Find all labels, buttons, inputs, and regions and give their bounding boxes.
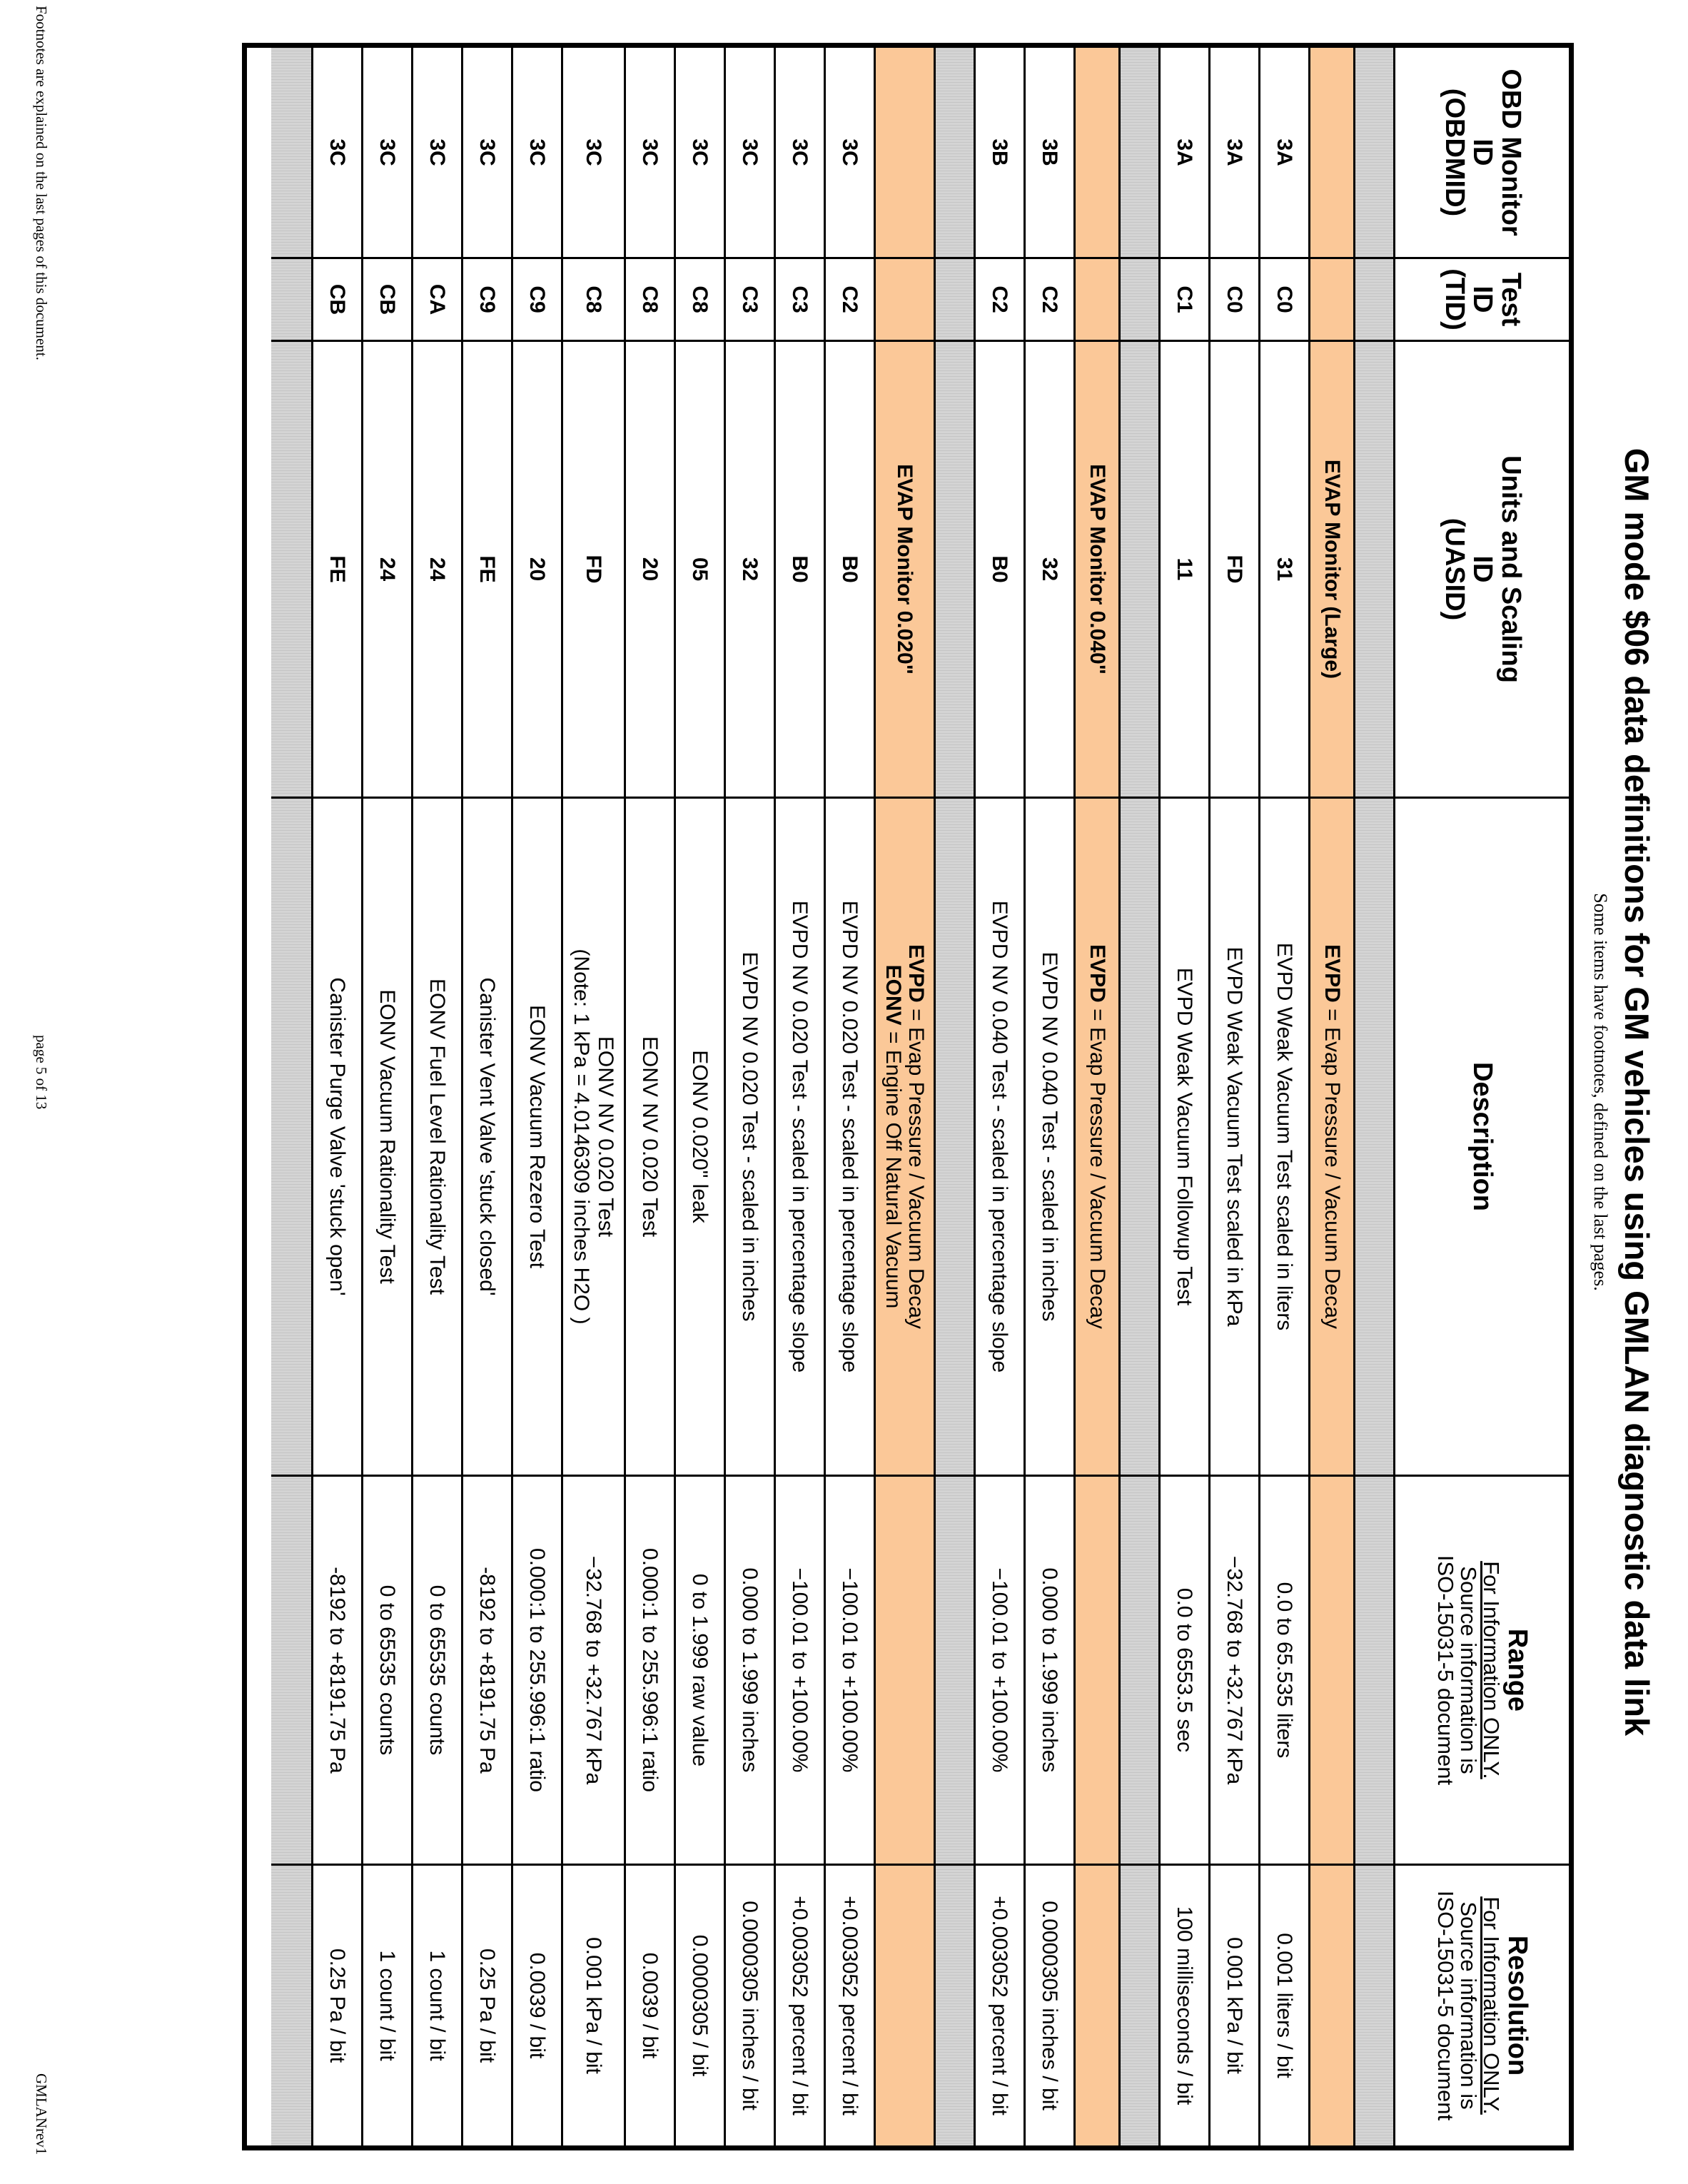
separator-row [934, 48, 974, 2145]
section-name: EVAP Monitor 0.020" [876, 342, 934, 799]
section-name: EVAP Monitor 0.040" [1076, 342, 1118, 799]
separator-row [271, 48, 311, 2145]
section-header-evap-020 [874, 48, 934, 2145]
page-subtitle: Some items have footnotes, defined on the last pages. [1590, 893, 1611, 1291]
header-obdmid: OBD Monitor ID (OBDMID) [1395, 48, 1569, 259]
document-revision: GMLANrev1 [33, 2073, 50, 2155]
separator-row [1118, 48, 1158, 2145]
table-row: 3A C0 FD EVPD Weak Vacuum Test scaled in kPa −32.768 to +32.767 kPa 0.001 kPa / bit [1208, 48, 1258, 2145]
table-row: 3C C3 B0 EVPD NV 0.020 Test - scaled in percentage slope −100.01 to +100.00% +0.003052 percent / bit [774, 48, 824, 2145]
page-title: GM mode $06 data definitions for GM vehicles using GMLAN diagnostic data link [1618, 448, 1656, 1736]
section-definition: EVPD = Evap Pressure / Vacuum Decay [1310, 799, 1353, 1477]
section-definition: EVPD = Evap Pressure / Vacuum Decay [1076, 799, 1118, 1477]
header-tid: Test ID (TID) [1395, 259, 1569, 342]
table-row: 3C CA 24 EONV Fuel Level Rationality Test 0 to 65535 counts 1 count / bit [411, 48, 461, 2145]
header-description: Description [1395, 799, 1569, 1477]
footer-note: Footnotes are explained on the last pages of this document. [33, 6, 50, 360]
header-range: Range For Information ONLY. Source information is ISO-15031-5 document [1395, 1477, 1569, 1866]
section-header-evap-040 [1073, 48, 1118, 2145]
table-row: 3C CB FE Canister Purge Valve 'stuck open' -8192 to +8191.75 Pa 0.25 Pa / bit [311, 48, 361, 2145]
section-header-evap-large [1308, 48, 1353, 2145]
header-uasid: Units and Scaling ID (UASID) [1395, 342, 1569, 799]
table-row: 3C C3 32 EVPD NV 0.020 Test - scaled in inches 0.000 to 1.999 inches 0.0000305 inches / bit [724, 48, 774, 2145]
section-name: EVAP Monitor (Large) [1310, 342, 1353, 799]
separator-row [1353, 48, 1393, 2145]
table-row: 3B C2 32 EVPD NV 0.040 Test - scaled in inches 0.000 to 1.999 inches 0.0000305 inches / bit [1024, 48, 1073, 2145]
table-row: 3C C8 20 EONV NV 0.020 Test 0.000:1 to 255.996:1 ratio 0.0039 / bit [624, 48, 674, 2145]
table-row: 3A C0 31 EVPD Weak Vacuum Test scaled in liters 0.0 to 65.535 liters 0.001 liters / bit [1258, 48, 1308, 2145]
table-row: 3C C9 20 EONV Vacuum Rezero Test 0.000:1 to 255.996:1 ratio 0.0039 / bit [511, 48, 561, 2145]
page-number: page 5 of 13 [33, 1035, 50, 1110]
table-row: 3C C8 05 EONV 0.020" leak 0 to 1.999 raw value 0.0000305 / bit [674, 48, 724, 2145]
table-row: 3A C1 11 EVPD Weak Vacuum Followup Test 0.0 to 6553.5 sec 100 milliseconds / bit [1158, 48, 1208, 2145]
table-row: 3C C9 FE Canister Vent Valve 'stuck closed' -8192 to +8191.75 Pa 0.25 Pa / bit [461, 48, 511, 2145]
table-row: 3C C2 B0 EVPD NV 0.020 Test - scaled in percentage slope −100.01 to +100.00% +0.003052 percent / bit [824, 48, 874, 2145]
table-row: 3C CB 24 EONV Vacuum Rationality Test 0 to 65535 counts 1 count / bit [361, 48, 411, 2145]
section-definition: EVPD = Evap Pressure / Vacuum Decay EONV = Engine Off Natural Vacuum [876, 799, 934, 1477]
table-row: 3B C2 B0 EVPD NV 0.040 Test - scaled in percentage slope −100.01 to +100.00% +0.003052 percent / bit [974, 48, 1024, 2145]
table-row: 3C C8 FD EONV NV 0.020 Test (Note: 1 kPa = 4.0146309 inches H2O ) −32.768 to +32.767 kPa 0.001 kPa / bit [561, 48, 624, 2145]
header-resolution: Resolution For Information ONLY. Source information is ISO-15031-5 document [1432, 1890, 1532, 2121]
table-header-row [1393, 48, 1569, 2145]
mode06-table [242, 43, 1574, 2150]
